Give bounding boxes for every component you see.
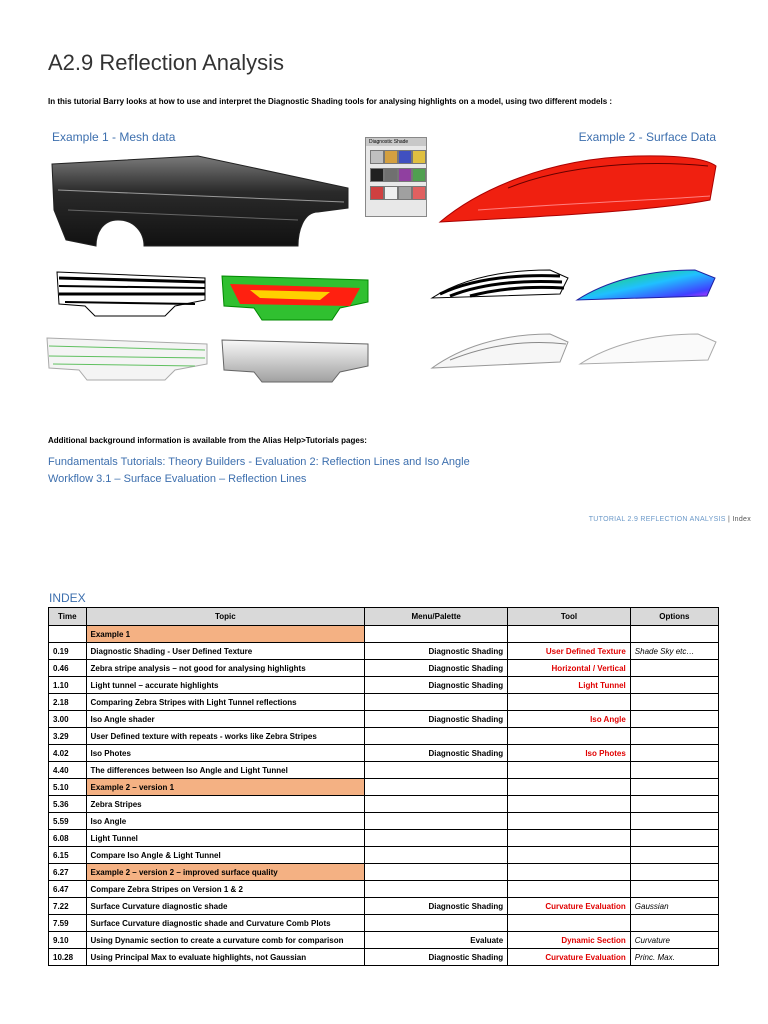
- palette-cell-icon: [398, 168, 412, 182]
- cell-menu: Diagnostic Shading: [365, 711, 508, 728]
- palette-cell-icon: [384, 168, 398, 182]
- cell-topic: Surface Curvature diagnostic shade: [86, 898, 365, 915]
- table-row: [49, 847, 719, 864]
- cell-topic: Compare Iso Angle & Light Tunnel: [86, 847, 365, 864]
- mesh-model-image: [48, 150, 352, 252]
- cell-topic: User Defined texture with repeats - works like Zebra Stripes: [86, 728, 365, 745]
- cell-topic: Using Principal Max to evaluate highlights, not Gaussian: [86, 949, 365, 966]
- intro-text: In this tutorial Barry looks at how to use and interpret the Diagnostic Shading tools for analysing highlights on a model, using two different models :: [48, 97, 613, 106]
- cell-menu: Diagnostic Shading: [365, 660, 508, 677]
- cell-time: 3.00: [49, 711, 87, 728]
- cell-menu: [365, 864, 508, 881]
- cell-options: [630, 864, 718, 881]
- curvature-mesh-image: [220, 266, 370, 322]
- palette-cell-icon: [370, 186, 384, 200]
- cell-options: [630, 779, 718, 796]
- example1-label: Example 1 - Mesh data: [52, 130, 176, 144]
- cell-menu: [365, 915, 508, 932]
- cell-topic: Iso Angle shader: [86, 711, 365, 728]
- cell-options: [630, 728, 718, 745]
- palette-cell-icon: [398, 186, 412, 200]
- cell-options: Curvature: [630, 932, 718, 949]
- cell-menu: Evaluate: [365, 932, 508, 949]
- cell-topic: Diagnostic Shading - User Defined Texture: [86, 643, 365, 660]
- cell-tool: [508, 762, 631, 779]
- cell-tool: Iso Photes: [508, 745, 631, 762]
- workflow-tutorial-link[interactable]: Workflow 3.1 – Surface Evaluation – Reflection Lines: [48, 473, 307, 485]
- iso-angle-surface-image: [578, 332, 718, 366]
- colormap-surface-image: [575, 268, 717, 302]
- zebra-mesh-image: [55, 266, 207, 318]
- palette-cell-icon: [412, 168, 426, 182]
- cell-time: 4.40: [49, 762, 87, 779]
- table-row: [49, 745, 719, 762]
- zebra-surface-image: [430, 268, 570, 300]
- header-options: Options: [630, 608, 718, 626]
- cell-options: [630, 677, 718, 694]
- table-row: [49, 915, 719, 932]
- table-row: [49, 728, 719, 745]
- palette-cell-icon: [370, 168, 384, 182]
- table-row: [49, 626, 719, 643]
- cell-tool: [508, 847, 631, 864]
- palette-cell-icon: [384, 150, 398, 164]
- cell-menu: [365, 813, 508, 830]
- fundamentals-tutorial-link[interactable]: Fundamentals Tutorials: Theory Builders - Evaluation 2: Reflection Lines and Iso Angle: [48, 456, 470, 468]
- cell-topic: Example 2 – version 2 – improved surface quality: [86, 864, 365, 881]
- cell-topic: Zebra Stripes: [86, 796, 365, 813]
- table-row: [49, 694, 719, 711]
- cell-time: 0.19: [49, 643, 87, 660]
- cell-time: [49, 626, 87, 643]
- cell-tool: Curvature Evaluation: [508, 898, 631, 915]
- cell-topic: Iso Photes: [86, 745, 365, 762]
- cell-menu: [365, 762, 508, 779]
- cell-time: 5.59: [49, 813, 87, 830]
- cell-menu: [365, 881, 508, 898]
- cell-options: [630, 711, 718, 728]
- cell-tool: Dynamic Section: [508, 932, 631, 949]
- cell-options: [630, 796, 718, 813]
- cell-tool: [508, 864, 631, 881]
- cell-menu: Diagnostic Shading: [365, 949, 508, 966]
- table-row: [49, 813, 719, 830]
- table-row: [49, 779, 719, 796]
- cell-tool: Curvature Evaluation: [508, 949, 631, 966]
- cell-tool: [508, 626, 631, 643]
- cell-menu: [365, 847, 508, 864]
- cell-tool: [508, 915, 631, 932]
- cell-menu: Diagnostic Shading: [365, 898, 508, 915]
- cell-tool: [508, 728, 631, 745]
- cell-tool: [508, 694, 631, 711]
- cell-menu: [365, 694, 508, 711]
- cell-time: 4.02: [49, 745, 87, 762]
- cell-time: 5.10: [49, 779, 87, 796]
- header-time: Time: [49, 608, 87, 626]
- cell-topic: Example 2 – version 1: [86, 779, 365, 796]
- palette-cell-icon: [412, 150, 426, 164]
- palette-cell-icon: [398, 150, 412, 164]
- palette-cell-icon: [412, 186, 426, 200]
- table-row: [49, 796, 719, 813]
- cell-menu: [365, 779, 508, 796]
- cell-time: 6.08: [49, 830, 87, 847]
- cell-menu: Diagnostic Shading: [365, 745, 508, 762]
- cell-menu: [365, 728, 508, 745]
- light-tunnel-mesh-image: [45, 332, 210, 382]
- table-header-row: [49, 608, 719, 626]
- cell-time: 6.47: [49, 881, 87, 898]
- table-row: [49, 711, 719, 728]
- palette-cell-icon: [384, 186, 398, 200]
- header-topic: Topic: [86, 608, 365, 626]
- cell-options: Shade Sky etc…: [630, 643, 718, 660]
- cell-options: [630, 694, 718, 711]
- cell-tool: Horizontal / Vertical: [508, 660, 631, 677]
- table-row: [49, 677, 719, 694]
- palette-title: Diagnostic Shade: [366, 138, 426, 146]
- cell-options: [630, 626, 718, 643]
- cell-topic: Example 1: [86, 626, 365, 643]
- footer-label: TUTORIAL 2.9 REFLECTION ANALYSIS: [588, 516, 726, 523]
- cell-tool: Light Tunnel: [508, 677, 631, 694]
- cell-menu: Diagnostic Shading: [365, 677, 508, 694]
- cell-options: [630, 915, 718, 932]
- table-row: [49, 762, 719, 779]
- table-row: [49, 643, 719, 660]
- table-row: [49, 949, 719, 966]
- cell-tool: [508, 881, 631, 898]
- table-row: [49, 898, 719, 915]
- light-tunnel-surface-image: [430, 330, 570, 370]
- cell-topic: Comparing Zebra Stripes with Light Tunnel reflections: [86, 694, 365, 711]
- cell-time: 1.10: [49, 677, 87, 694]
- cell-time: 2.18: [49, 694, 87, 711]
- cell-options: Princ. Max.: [630, 949, 718, 966]
- cell-menu: Diagnostic Shading: [365, 643, 508, 660]
- cell-time: 3.29: [49, 728, 87, 745]
- table-row: [49, 932, 719, 949]
- page-footer: [589, 516, 751, 523]
- table-row: [49, 660, 719, 677]
- cell-tool: User Defined Texture: [508, 643, 631, 660]
- cell-tool: [508, 779, 631, 796]
- cell-topic: The differences between Iso Angle and Light Tunnel: [86, 762, 365, 779]
- cell-options: [630, 881, 718, 898]
- cell-tool: [508, 830, 631, 847]
- diagnostic-shade-palette: [365, 137, 427, 217]
- cell-topic: Light tunnel – accurate highlights: [86, 677, 365, 694]
- cell-time: 10.28: [49, 949, 87, 966]
- surface-model-image: [438, 150, 720, 230]
- footer-separator: |: [728, 516, 731, 523]
- palette-cell-icon: [370, 150, 384, 164]
- index-heading: INDEX: [49, 591, 86, 605]
- cell-time: 6.27: [49, 864, 87, 881]
- cell-menu: [365, 626, 508, 643]
- cell-time: 5.36: [49, 796, 87, 813]
- index-table: [48, 607, 719, 966]
- cell-tool: [508, 813, 631, 830]
- example2-label: Example 2 - Surface Data: [578, 130, 716, 144]
- cell-menu: [365, 796, 508, 813]
- footer-index-link[interactable]: Index: [732, 516, 751, 523]
- cell-topic: Compare Zebra Stripes on Version 1 & 2: [86, 881, 365, 898]
- background-info-text: Additional background information is available from the Alias Help>Tutorials pages:: [48, 436, 367, 445]
- table-row: [49, 881, 719, 898]
- cell-topic: Iso Angle: [86, 813, 365, 830]
- iso-angle-mesh-image: [220, 334, 370, 384]
- table-row: [49, 864, 719, 881]
- cell-options: [630, 660, 718, 677]
- cell-options: Gaussian: [630, 898, 718, 915]
- cell-tool: Iso Angle: [508, 711, 631, 728]
- cell-options: [630, 813, 718, 830]
- header-menu: Menu/Palette: [365, 608, 508, 626]
- cell-time: 7.22: [49, 898, 87, 915]
- cell-options: [630, 745, 718, 762]
- table-row: [49, 830, 719, 847]
- cell-time: 7.59: [49, 915, 87, 932]
- cell-time: 0.46: [49, 660, 87, 677]
- cell-menu: [365, 830, 508, 847]
- page-title: A2.9 Reflection Analysis: [48, 50, 285, 75]
- cell-time: 6.15: [49, 847, 87, 864]
- cell-options: [630, 762, 718, 779]
- header-tool: Tool: [508, 608, 631, 626]
- cell-time: 9.10: [49, 932, 87, 949]
- cell-options: [630, 830, 718, 847]
- cell-topic: Using Dynamic section to create a curvature comb for comparison: [86, 932, 365, 949]
- cell-topic: Surface Curvature diagnostic shade and Curvature Comb Plots: [86, 915, 365, 932]
- cell-options: [630, 847, 718, 864]
- cell-tool: [508, 796, 631, 813]
- cell-topic: Zebra stripe analysis – not good for analysing highlights: [86, 660, 365, 677]
- cell-topic: Light Tunnel: [86, 830, 365, 847]
